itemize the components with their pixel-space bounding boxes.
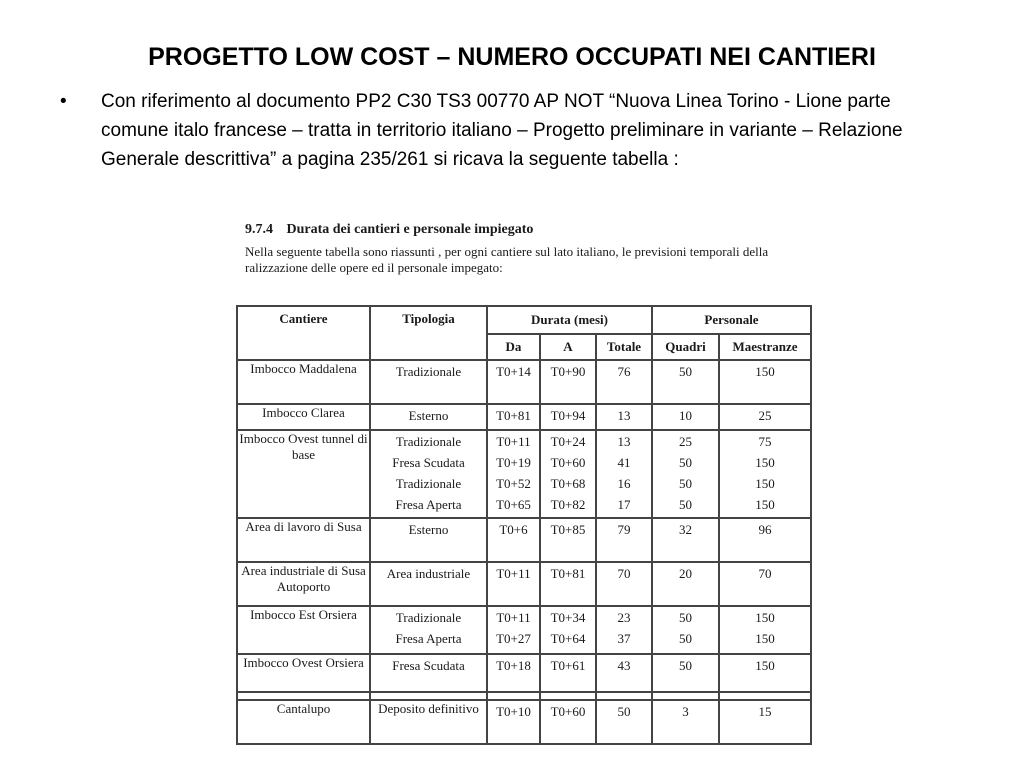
quadri-value: 25 <box>679 434 692 449</box>
da-value: T0+52 <box>496 476 531 491</box>
da-value: T0+65 <box>496 497 531 512</box>
a-value: T0+85 <box>550 522 586 537</box>
section-heading <box>245 222 533 238</box>
cell-quadri <box>652 654 719 692</box>
totale-value: 70 <box>617 566 631 581</box>
cell-tipologia <box>370 430 487 518</box>
quadri-value: 50 <box>679 455 692 470</box>
cell-tipologia <box>370 700 487 744</box>
header-maestranze: Maestranze <box>719 334 811 360</box>
cell-tipologia <box>370 654 487 692</box>
cell-cantiere: Imbocco Est Orsiera <box>237 606 370 654</box>
tipologia-value: Fresa Scudata <box>392 658 465 673</box>
a-value: T0+61 <box>550 658 586 673</box>
da-value: T0+11 <box>496 434 531 449</box>
maestranze-value: 150 <box>755 476 775 491</box>
maestranze-value: 75 <box>758 434 772 449</box>
tipologia-value: Esterno <box>408 408 449 423</box>
table-row <box>237 562 811 606</box>
maestranze-value: 150 <box>755 610 775 625</box>
cell-cantiere: Area industriale di Susa Autoporto <box>237 562 370 606</box>
cell-tipologia <box>370 404 487 430</box>
cell-maestranze <box>719 562 811 606</box>
gap-cell <box>652 692 719 700</box>
header-durata: Durata (mesi) <box>487 306 652 334</box>
cell-cantiere: Cantalupo <box>237 700 370 744</box>
table-row <box>237 606 811 654</box>
maestranze-value: 96 <box>758 522 772 537</box>
cell-totale <box>596 430 652 518</box>
quadri-value: 50 <box>679 497 692 512</box>
cell-maestranze <box>719 404 811 430</box>
cell-tipologia <box>370 360 487 404</box>
cell-totale <box>596 700 652 744</box>
gap-cell <box>596 692 652 700</box>
gap-cell <box>719 692 811 700</box>
cell-maestranze <box>719 654 811 692</box>
gap-cell <box>487 692 540 700</box>
quadri-value: 50 <box>679 476 692 491</box>
cell-da <box>487 404 540 430</box>
table-row <box>237 404 811 430</box>
quadri-value: 50 <box>679 364 692 379</box>
scanned-table-image <box>240 218 820 758</box>
header-da: Da <box>487 334 540 360</box>
cell-da <box>487 430 540 518</box>
bullet-text: Con riferimento al documento PP2 C30 TS3 00770 AP NOT “Nuova Linea Torino - Lione parte comune italo francese – tratta in territorio italiano – Progetto preliminare in variante – Relazione Generale descrittiva” a pagina 235/261 si ricava la seguente tabella : <box>101 91 903 170</box>
maestranze-value: 150 <box>755 631 775 646</box>
cantieri-table <box>236 305 812 745</box>
quadri-value: 20 <box>679 566 692 581</box>
a-value: T0+82 <box>550 497 586 512</box>
table-row <box>237 518 811 562</box>
cell-maestranze <box>719 518 811 562</box>
tipologia-value: Fresa Scudata <box>392 455 465 470</box>
totale-value: 17 <box>617 497 631 512</box>
a-value: T0+81 <box>550 566 586 581</box>
table-row <box>237 654 811 692</box>
cell-cantiere: Imbocco Clarea <box>237 404 370 430</box>
da-value: T0+18 <box>496 658 531 673</box>
cell-a <box>540 700 596 744</box>
table-row <box>237 360 811 404</box>
da-value: T0+27 <box>496 631 531 646</box>
quadri-value: 10 <box>679 408 692 423</box>
cell-maestranze <box>719 700 811 744</box>
da-value: T0+19 <box>496 455 531 470</box>
cell-totale <box>596 404 652 430</box>
cell-da <box>487 562 540 606</box>
totale-value: 13 <box>617 434 631 449</box>
cell-quadri <box>652 518 719 562</box>
table-body <box>237 360 811 744</box>
a-value: T0+60 <box>550 455 586 470</box>
tipologia-value: Fresa Aperta <box>395 631 462 646</box>
da-value: T0+10 <box>496 704 531 719</box>
totale-value: 76 <box>617 364 631 379</box>
cell-a <box>540 654 596 692</box>
a-value: T0+24 <box>550 434 586 449</box>
da-value: T0+81 <box>496 408 531 423</box>
cell-quadri <box>652 430 719 518</box>
cell-da <box>487 700 540 744</box>
cell-totale <box>596 360 652 404</box>
maestranze-value: 15 <box>758 704 772 719</box>
cell-maestranze <box>719 430 811 518</box>
slide-title: PROGETTO LOW COST – NUMERO OCCUPATI NEI CANTIERI <box>148 43 876 71</box>
cell-totale <box>596 562 652 606</box>
table-gap <box>237 692 811 700</box>
gap-cell <box>370 692 487 700</box>
tipologia-value: Tradizionale <box>395 610 462 625</box>
da-value: T0+14 <box>496 364 531 379</box>
header-a: A <box>540 334 596 360</box>
totale-value: 16 <box>617 476 631 491</box>
cell-tipologia <box>370 562 487 606</box>
header-personale: Personale <box>652 306 811 334</box>
da-value: T0+11 <box>496 566 531 581</box>
a-value: T0+68 <box>550 476 586 491</box>
cell-da <box>487 606 540 654</box>
cell-quadri <box>652 360 719 404</box>
cell-da <box>487 654 540 692</box>
cell-cantiere: Area di lavoro di Susa <box>237 518 370 562</box>
table-row <box>237 430 811 518</box>
cell-maestranze <box>719 606 811 654</box>
maestranze-value: 70 <box>758 566 772 581</box>
section-number: 9.7.4 <box>245 222 273 237</box>
cell-tipologia <box>370 518 487 562</box>
header-tipologia: Tipologia <box>370 306 487 360</box>
header-totale: Totale <box>596 334 652 360</box>
quadri-value: 32 <box>679 522 692 537</box>
gap-cell <box>540 692 596 700</box>
cell-a <box>540 562 596 606</box>
quadri-value: 50 <box>679 658 692 673</box>
da-value: T0+11 <box>496 610 531 625</box>
table-row <box>237 700 811 744</box>
maestranze-value: 150 <box>755 364 775 379</box>
maestranze-value: 150 <box>755 455 775 470</box>
cell-cantiere: Imbocco Ovest Orsiera <box>237 654 370 692</box>
quadri-value: 50 <box>679 610 692 625</box>
a-value: T0+60 <box>550 704 586 719</box>
cell-maestranze <box>719 360 811 404</box>
totale-value: 37 <box>617 631 631 646</box>
cell-quadri <box>652 606 719 654</box>
cell-totale <box>596 654 652 692</box>
a-value: T0+94 <box>550 408 586 423</box>
maestranze-value: 25 <box>758 408 772 423</box>
quadri-value: 50 <box>679 631 692 646</box>
totale-value: 41 <box>617 455 631 470</box>
a-value: T0+34 <box>550 610 586 625</box>
cell-a <box>540 360 596 404</box>
maestranze-value: 150 <box>755 497 775 512</box>
tipologia-value: Tradizionale <box>395 364 462 379</box>
cell-totale <box>596 606 652 654</box>
header-cantiere: Cantiere <box>237 306 370 360</box>
cell-totale <box>596 518 652 562</box>
cell-quadri <box>652 404 719 430</box>
bullet-paragraph <box>60 87 960 174</box>
cell-a <box>540 404 596 430</box>
cell-cantiere: Imbocco Maddalena <box>237 360 370 404</box>
tipologia-value: Tradizionale <box>395 434 462 449</box>
tipologia-value: Area industriale <box>386 566 471 581</box>
tipologia-value: Esterno <box>408 522 449 537</box>
cell-da <box>487 360 540 404</box>
totale-value: 43 <box>617 658 631 673</box>
cell-quadri <box>652 562 719 606</box>
cell-da <box>487 518 540 562</box>
da-value: T0+6 <box>499 522 528 537</box>
header-quadri: Quadri <box>652 334 719 360</box>
tipologia-value: Deposito definitivo <box>378 701 479 716</box>
cell-cantiere: Imbocco Ovest tunnel di base <box>237 430 370 518</box>
quadri-value: 3 <box>682 704 689 719</box>
totale-value: 50 <box>617 704 631 719</box>
tipologia-value: Fresa Aperta <box>395 497 462 512</box>
totale-value: 13 <box>617 408 631 423</box>
bullet-marker: • <box>60 91 67 112</box>
cell-quadri <box>652 700 719 744</box>
gap-cell <box>237 692 370 700</box>
a-value: T0+64 <box>550 631 586 646</box>
totale-value: 23 <box>617 610 631 625</box>
cell-a <box>540 518 596 562</box>
cell-a <box>540 606 596 654</box>
section-description: Nella seguente tabella sono riassunti , per ogni cantiere sul lato italiano, le previsioni temporali della ralizzazione delle opere ed il personale impegato: <box>245 244 769 275</box>
totale-value: 79 <box>617 522 631 537</box>
maestranze-value: 150 <box>755 658 775 673</box>
cell-a <box>540 430 596 518</box>
a-value: T0+90 <box>550 364 586 379</box>
cell-tipologia <box>370 606 487 654</box>
section-title: Durata dei cantieri e personale impiegato <box>286 222 534 237</box>
tipologia-value: Tradizionale <box>395 476 462 491</box>
